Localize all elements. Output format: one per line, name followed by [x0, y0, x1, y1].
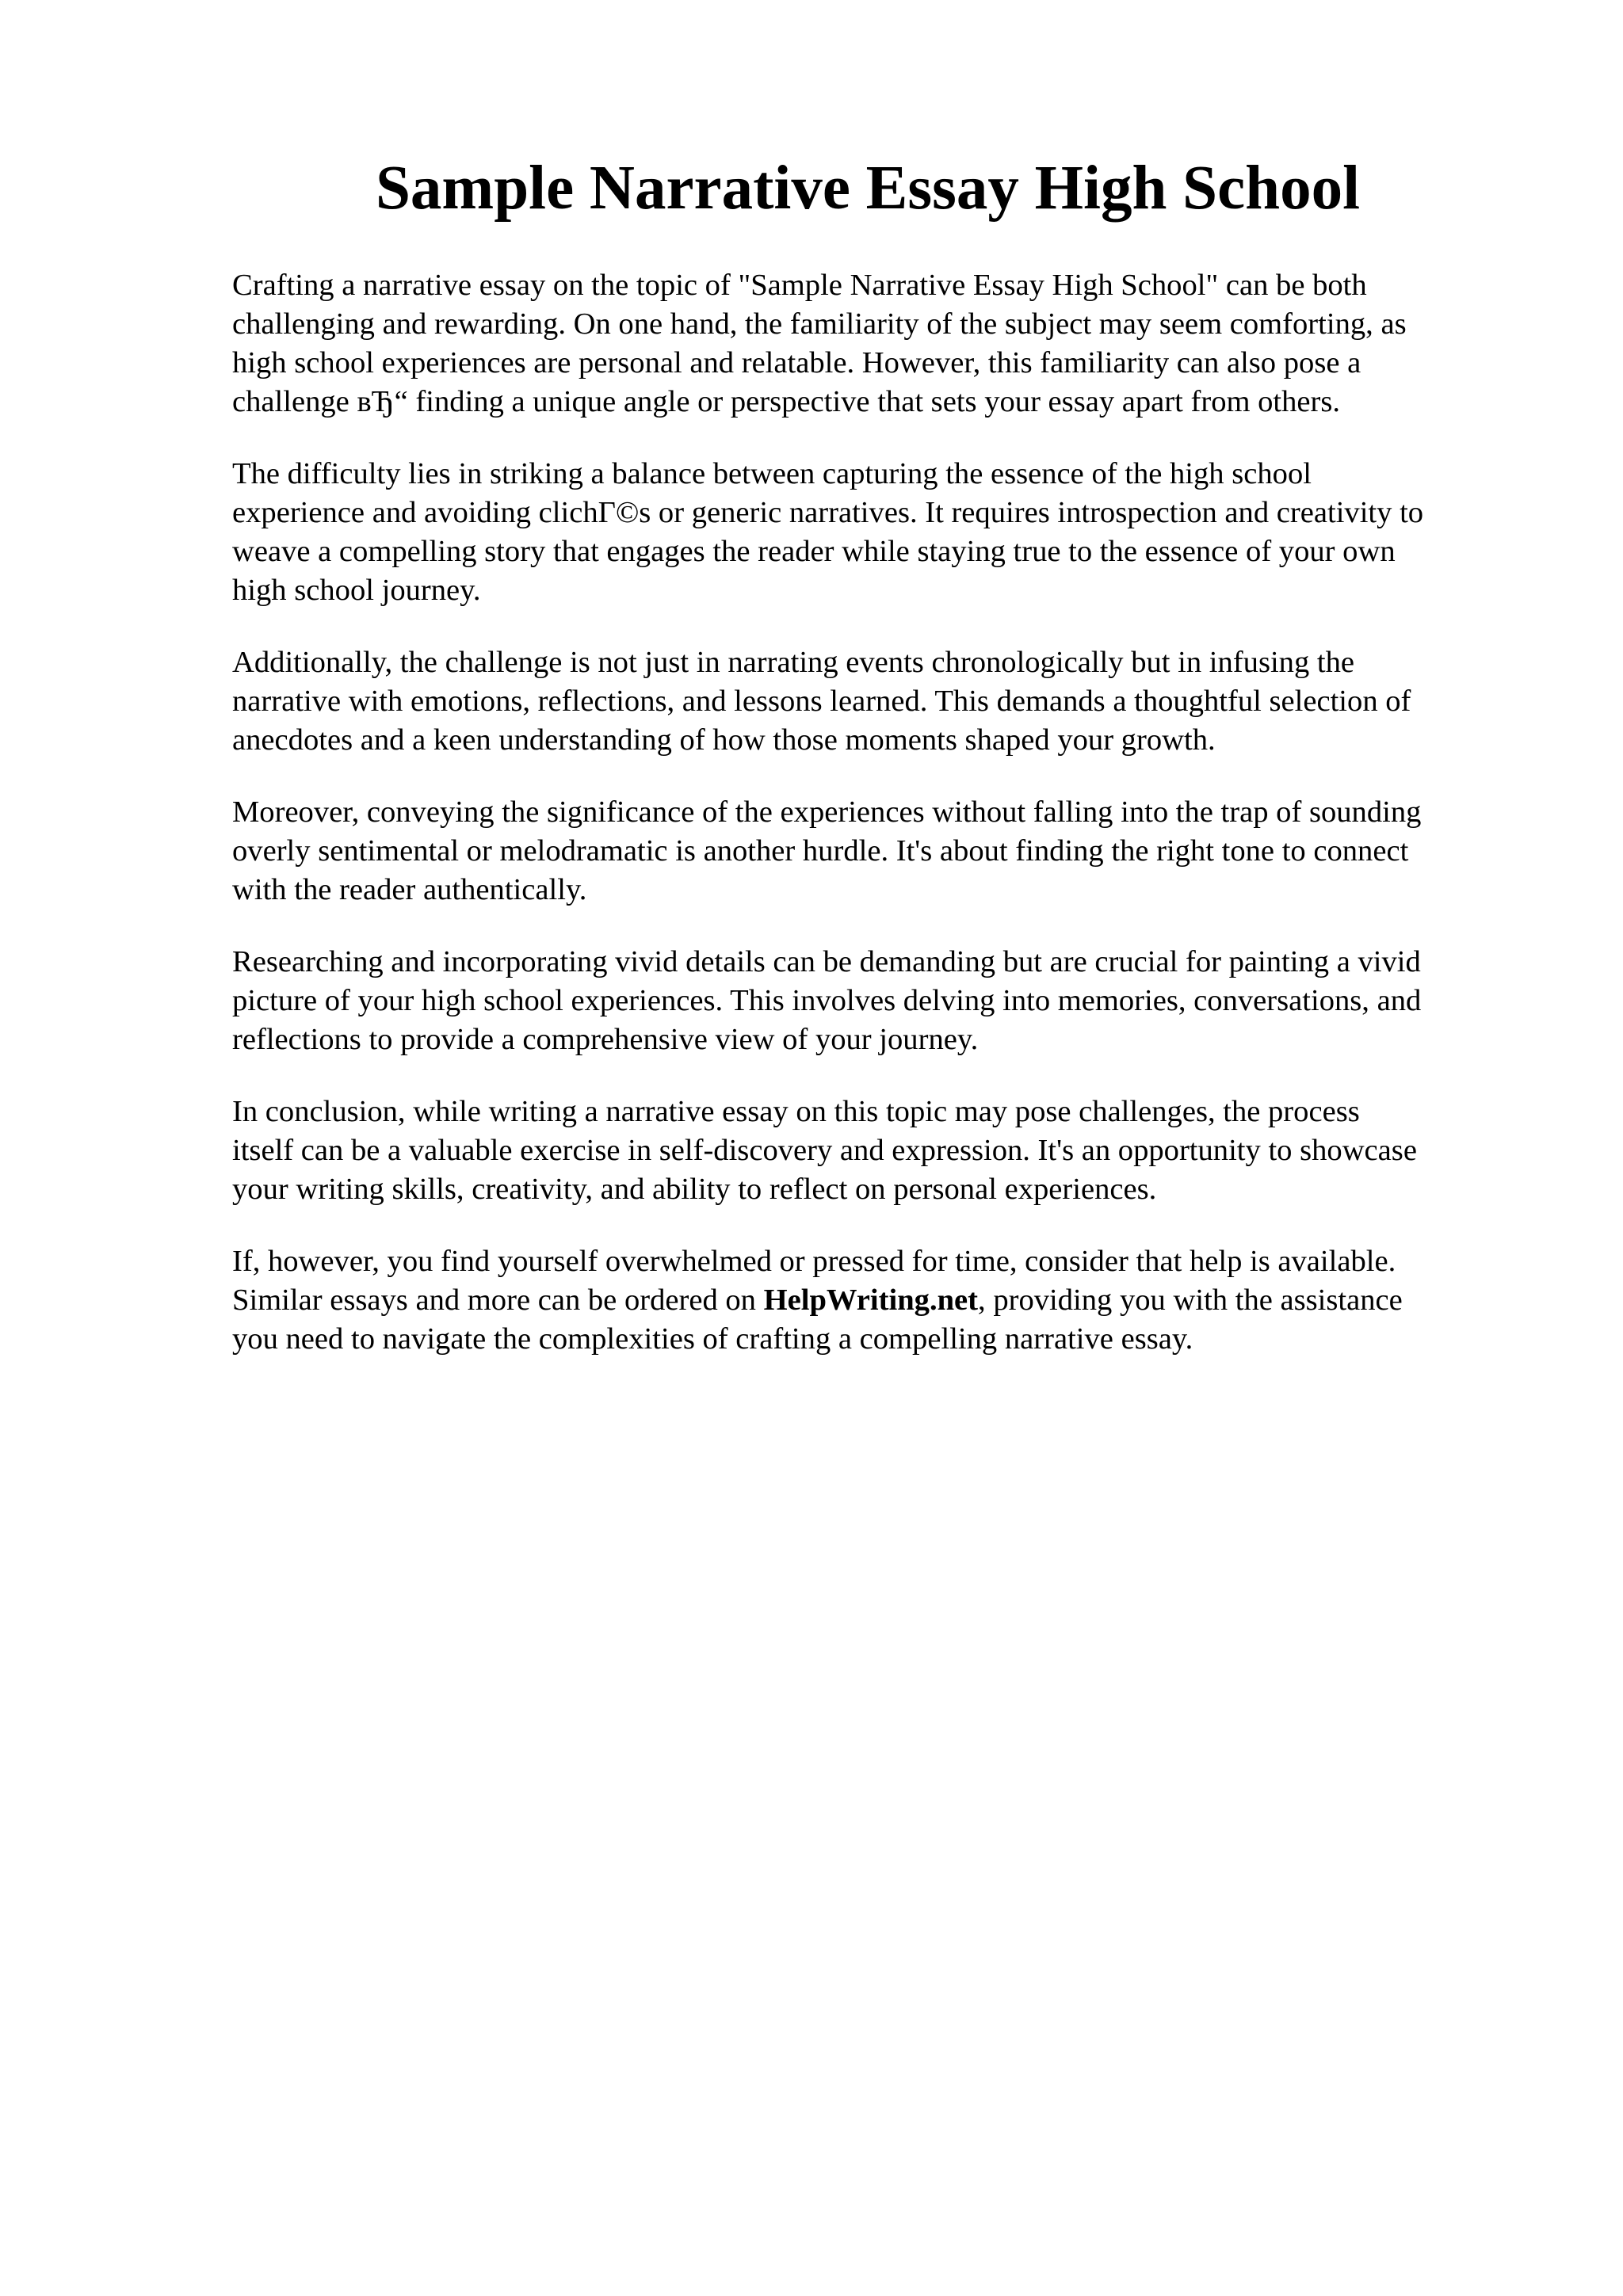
paragraph-2	[232, 455, 1548, 610]
text-line: itself can be a valuable exercise in self-discovery and expression. It's an opportunity to showcase	[232, 1134, 1417, 1167]
paragraph-5	[232, 943, 1548, 1059]
essay-body	[232, 266, 1548, 1392]
paragraph-closing	[232, 1242, 1548, 1359]
text-line: experience and avoiding clichГ©s or generic narratives. It requires introspection and creativity to	[232, 496, 1424, 529]
text-line: If, however, you find yourself overwhelmed or pressed for time, consider that help is available.	[232, 1245, 1396, 1278]
text-line: In conclusion, while writing a narrative essay on this topic may pose challenges, the process	[232, 1095, 1360, 1128]
text-line: Researching and incorporating vivid details can be demanding but are crucial for painting a vivid	[232, 945, 1421, 978]
text-line: you need to navigate the complexities of crafting a compelling narrative essay.	[232, 1322, 1193, 1356]
text-line: weave a compelling story that engages the reader while staying true to the essence of your own	[232, 535, 1396, 568]
text-line: with the reader authentically.	[232, 873, 587, 906]
text-line: challenge вЂ“ finding a unique angle or perspective that sets your essay apart from others.	[232, 385, 1341, 418]
paragraph-6	[232, 1093, 1548, 1209]
text-line: high school experiences are personal and relatable. However, this familiarity can also pose a	[232, 346, 1361, 379]
paragraph-4	[232, 793, 1548, 910]
text-line: Crafting a narrative essay on the topic of "Sample Narrative Essay High School" can be both	[232, 269, 1367, 302]
text-line: reflections to provide a comprehensive view of your journey.	[232, 1023, 979, 1056]
text-line: challenging and rewarding. On one hand, the familiarity of the subject may seem comforting, as	[232, 307, 1407, 341]
text-line: The difficulty lies in striking a balance between capturing the essence of the high school	[232, 457, 1312, 490]
closing-text-before: Similar essays and more can be ordered on	[232, 1283, 764, 1317]
text-line: high school journey.	[232, 574, 481, 607]
text-line-with-link	[232, 1281, 1548, 1320]
text-line: anecdotes and a keen understanding of how those moments shaped your growth.	[232, 723, 1216, 757]
text-line: overly sentimental or melodramatic is another hurdle. It's about finding the right tone to connect	[232, 834, 1409, 868]
text-line: your writing skills, creativity, and ability to reflect on personal experiences.	[232, 1173, 1157, 1206]
text-line: Moreover, conveying the significance of the experiences without falling into the trap of sounding	[232, 795, 1422, 829]
helpwriting-link[interactable]: HelpWriting.net	[763, 1283, 979, 1317]
text-line: picture of your high school experiences. This involves delving into memories, conversations, and	[232, 984, 1422, 1017]
paragraph-1	[232, 266, 1548, 421]
document-title: Sample Narrative Essay High School	[375, 154, 1361, 223]
text-line: Additionally, the challenge is not just in narrating events chronologically but in infusing the	[232, 646, 1355, 679]
paragraph-3	[232, 643, 1548, 760]
text-line: narrative with emotions, reflections, and lessons learned. This demands a thoughtful selection of	[232, 685, 1411, 718]
closing-text-after: , providing you with the assistance	[978, 1283, 1403, 1317]
